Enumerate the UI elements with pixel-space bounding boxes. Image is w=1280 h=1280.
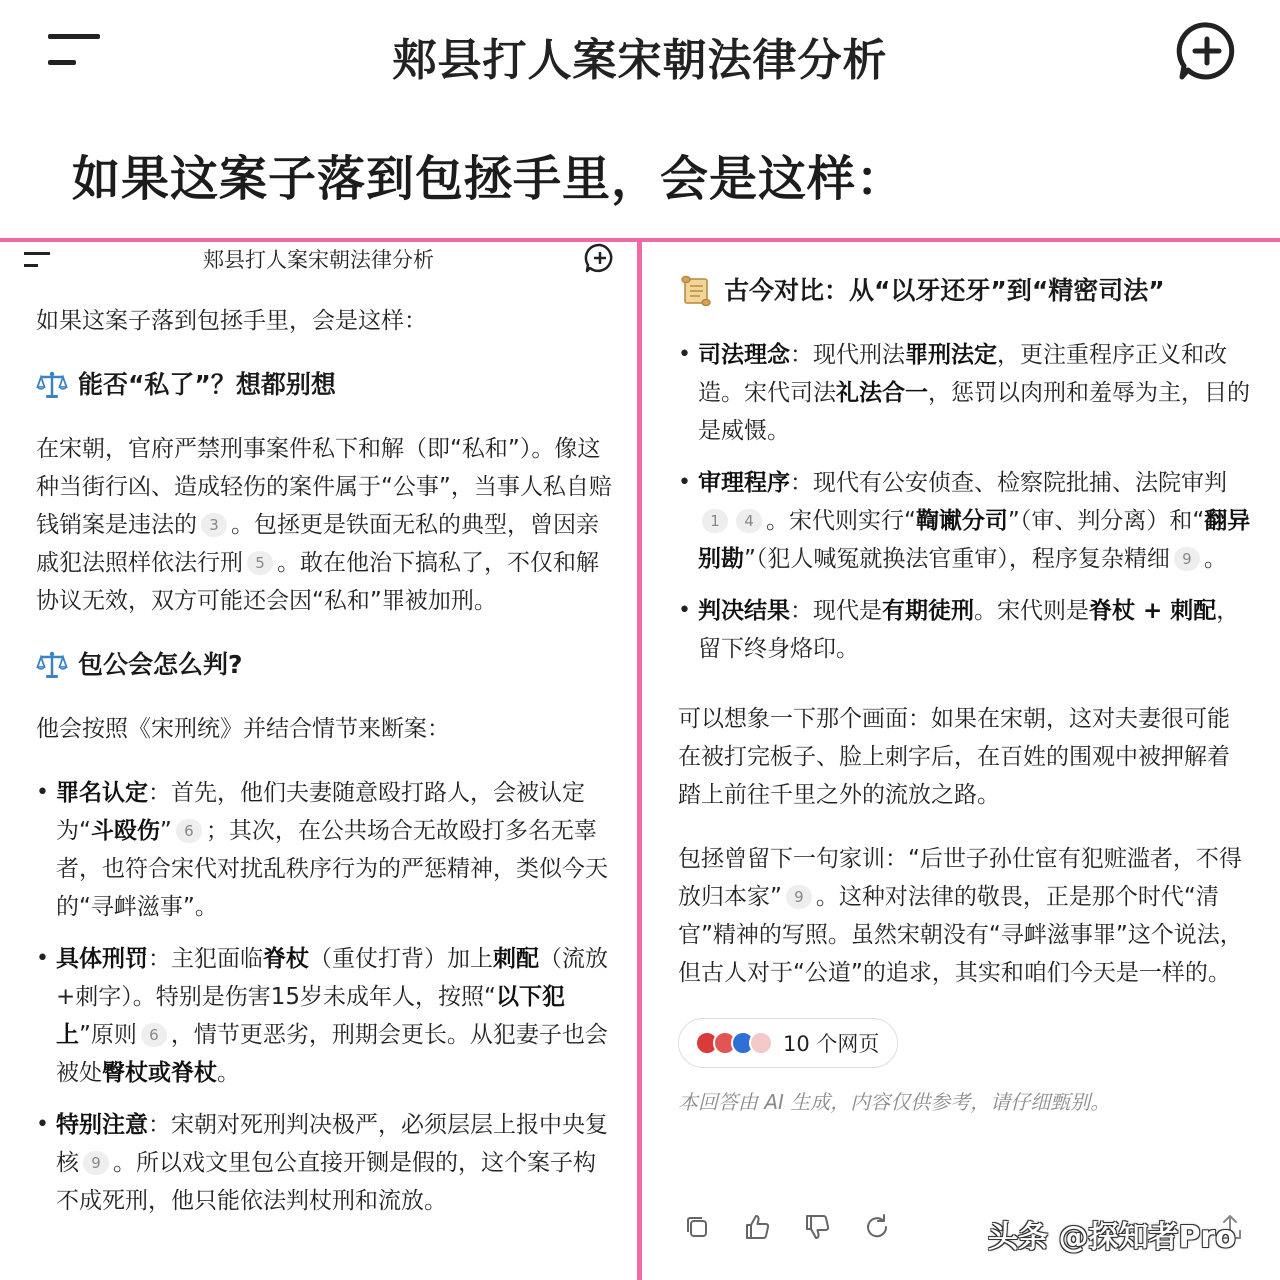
bold-text: 脊杖 + 刺配 [1089, 598, 1217, 624]
text: 。宋代则实行“ [766, 508, 916, 534]
bold-text: 翻异别勘 [698, 508, 1251, 572]
bold-text: 鞫谳分司 [915, 508, 1008, 534]
bullet-label: 具体刑罚 [56, 946, 148, 972]
text: 。这种对法律的敬畏，正是那个时代“清官”精神的写照。虽然宋朝没有“寻衅滋事罪”这个说法，但古人对于“公道”的追求，其实和咱们今天是一样的。 [678, 884, 1243, 986]
bold-text: 礼法合一 [836, 380, 928, 406]
text: 。 [1203, 546, 1227, 572]
citation-badge[interactable]: 9 [83, 1151, 109, 1175]
section-heading-text: 包公会怎么判? [78, 650, 243, 679]
source-favicons [695, 1031, 773, 1055]
intro-text: 如果这案子落到包拯手里，会是这样： [36, 308, 427, 334]
bold-text: 罪刑法定 [905, 342, 997, 368]
bullet-label: 罪名认定 [56, 780, 148, 806]
citation-badge[interactable]: 1 [702, 509, 728, 533]
text: ；其次，在公共场合无故殴打多名无辜者，也符合宋代对扰乱秩序行为的严惩精神，类似今天的“寻衅滋事”。 [56, 818, 608, 920]
section-heading-text: 古今对比：从“以牙还牙”到“精密司法” [724, 276, 1165, 305]
text: 。敢在他治下搞私了，不仅和解协议无效，双方可能还会因“私和”罪被加刑。 [36, 550, 599, 614]
answer-content [678, 272, 1252, 1118]
text: 在宋朝，官府严禁刑事案件私下和解（即“私和”）。像这种当街行凶、造成轻伤的案件属于“公事”，当事人私自赔钱销案是违法的 [36, 436, 612, 538]
bold-text: 脊杖 [263, 946, 309, 972]
bold-text: 臀杖或脊杖 [102, 1060, 217, 1086]
sources-label: 10 个网页 [783, 1032, 880, 1056]
source-favicon [749, 1031, 773, 1055]
top-header [0, 0, 1280, 238]
citation-badge[interactable]: 6 [141, 1023, 167, 1047]
paragraph [678, 840, 1252, 992]
left-panel [0, 242, 637, 1280]
text: ”原则 [79, 1022, 137, 1048]
text: ：现代有公安侦查、检察院批捕、法院审判 [790, 470, 1227, 496]
scroll-icon [678, 273, 714, 309]
list-item [36, 1106, 616, 1220]
text: 。所以戏文里包公直接开铡是假的，这个案子构不成死刑，他只能依法判杖刑和流放。 [56, 1150, 596, 1214]
paragraph: 他会按照《宋刑统》并结合情节来断案： [36, 716, 450, 742]
list-item [678, 592, 1252, 668]
text: ：现代刑法 [790, 342, 905, 368]
bold-text: 有期徒刑 [882, 598, 974, 624]
citation-badge[interactable]: 9 [786, 885, 812, 909]
scales-icon [36, 649, 68, 681]
bullet-label: 审理程序 [698, 470, 790, 496]
new-chat-icon[interactable] [584, 242, 616, 274]
bold-text: 刺配 [493, 946, 539, 972]
list-item [36, 940, 616, 1092]
action-bar [682, 1212, 892, 1242]
refresh-icon[interactable] [862, 1212, 892, 1242]
copy-icon[interactable] [682, 1212, 712, 1242]
text: ”（犯人喊冤就换法官重审），程序复杂精细 [744, 546, 1170, 572]
citation-badge[interactable]: 4 [736, 509, 762, 533]
page-title: 郏县打人案宋朝法律分析 [392, 35, 888, 86]
bullet-label: 司法理念 [698, 342, 790, 368]
section-heading [678, 272, 1252, 310]
bullet-list [36, 774, 616, 1220]
text: ” [159, 818, 172, 844]
citation-badge[interactable]: 5 [247, 551, 273, 575]
answer-content [36, 302, 616, 1234]
text: ：主犯面临 [148, 946, 263, 972]
text: ，惩罚以肉刑和羞辱为主，目的是威慑。 [698, 380, 1250, 444]
panel-title: 郏县打人案宋朝法律分析 [203, 248, 434, 272]
citation-badge[interactable]: 6 [176, 819, 202, 843]
list-item [36, 774, 616, 926]
text: ：现代是 [790, 598, 882, 624]
ai-disclaimer: 本回答由 AI 生成，内容仅供参考，请仔细甄别。 [678, 1090, 1111, 1114]
thumbs-up-icon[interactable] [742, 1212, 772, 1242]
text: （重仗打背）加上 [309, 946, 493, 972]
scales-icon [36, 369, 68, 401]
headline: 如果这案子落到包拯手里，会是这样： [72, 151, 906, 207]
text: ，情节更恶劣，刑期会更长。从犯妻子也会被处 [56, 1022, 608, 1086]
section-heading [36, 646, 616, 684]
text: ：首先，他们夫妻随意殴打路人，会被认定为“ [56, 780, 585, 844]
bold-text: 以下犯上 [56, 984, 565, 1048]
text: ：宋朝对死刑判决极严，必须层层上报中央复核 [56, 1112, 608, 1176]
text: 。包拯更是铁面无私的典型，曾因亲戚犯法照样依法行刑 [36, 512, 599, 576]
text: （流放+刺字）。特别是伤害15岁未成年人，按照“ [56, 946, 608, 1010]
bold-text: 斗殴伤 [90, 818, 160, 844]
citation-badge[interactable]: 9 [1174, 547, 1200, 571]
list-item [678, 464, 1252, 578]
paragraph [36, 430, 616, 620]
new-chat-icon[interactable] [1176, 20, 1238, 82]
citation-badge[interactable]: 3 [201, 513, 227, 537]
text: ”（审、判分离）和“ [1007, 508, 1205, 534]
bullet-list [678, 336, 1252, 668]
text: 。宋代则是 [974, 598, 1089, 624]
right-panel [642, 242, 1280, 1280]
list-item [678, 336, 1252, 450]
sources-button[interactable] [678, 1018, 898, 1068]
section-heading [36, 366, 616, 404]
paragraph: 可以想象一下那个画面：如果在宋朝，这对夫妻很可能在被打完板子、脸上刺字后，在百姓的围观中被押解着踏上前往千里之外的流放之路。 [678, 706, 1230, 808]
text: ，留下终身烙印。 [698, 598, 1240, 662]
section-heading-text: 能否“私了”？想都别想 [78, 370, 336, 399]
watermark: 头条 @探知者Pro [988, 1220, 1236, 1255]
text: 包拯曾留下一句家训：“后世子孙仕宦有犯赃滥者，不得放归本家” [678, 846, 1242, 910]
bullet-label: 判决结果 [698, 598, 790, 624]
thumbs-down-icon[interactable] [802, 1212, 832, 1242]
text: 。 [217, 1060, 240, 1086]
text: ，更注重程序正义和改造。宋代司法 [698, 342, 1227, 406]
bullet-label: 特别注意 [56, 1112, 148, 1138]
